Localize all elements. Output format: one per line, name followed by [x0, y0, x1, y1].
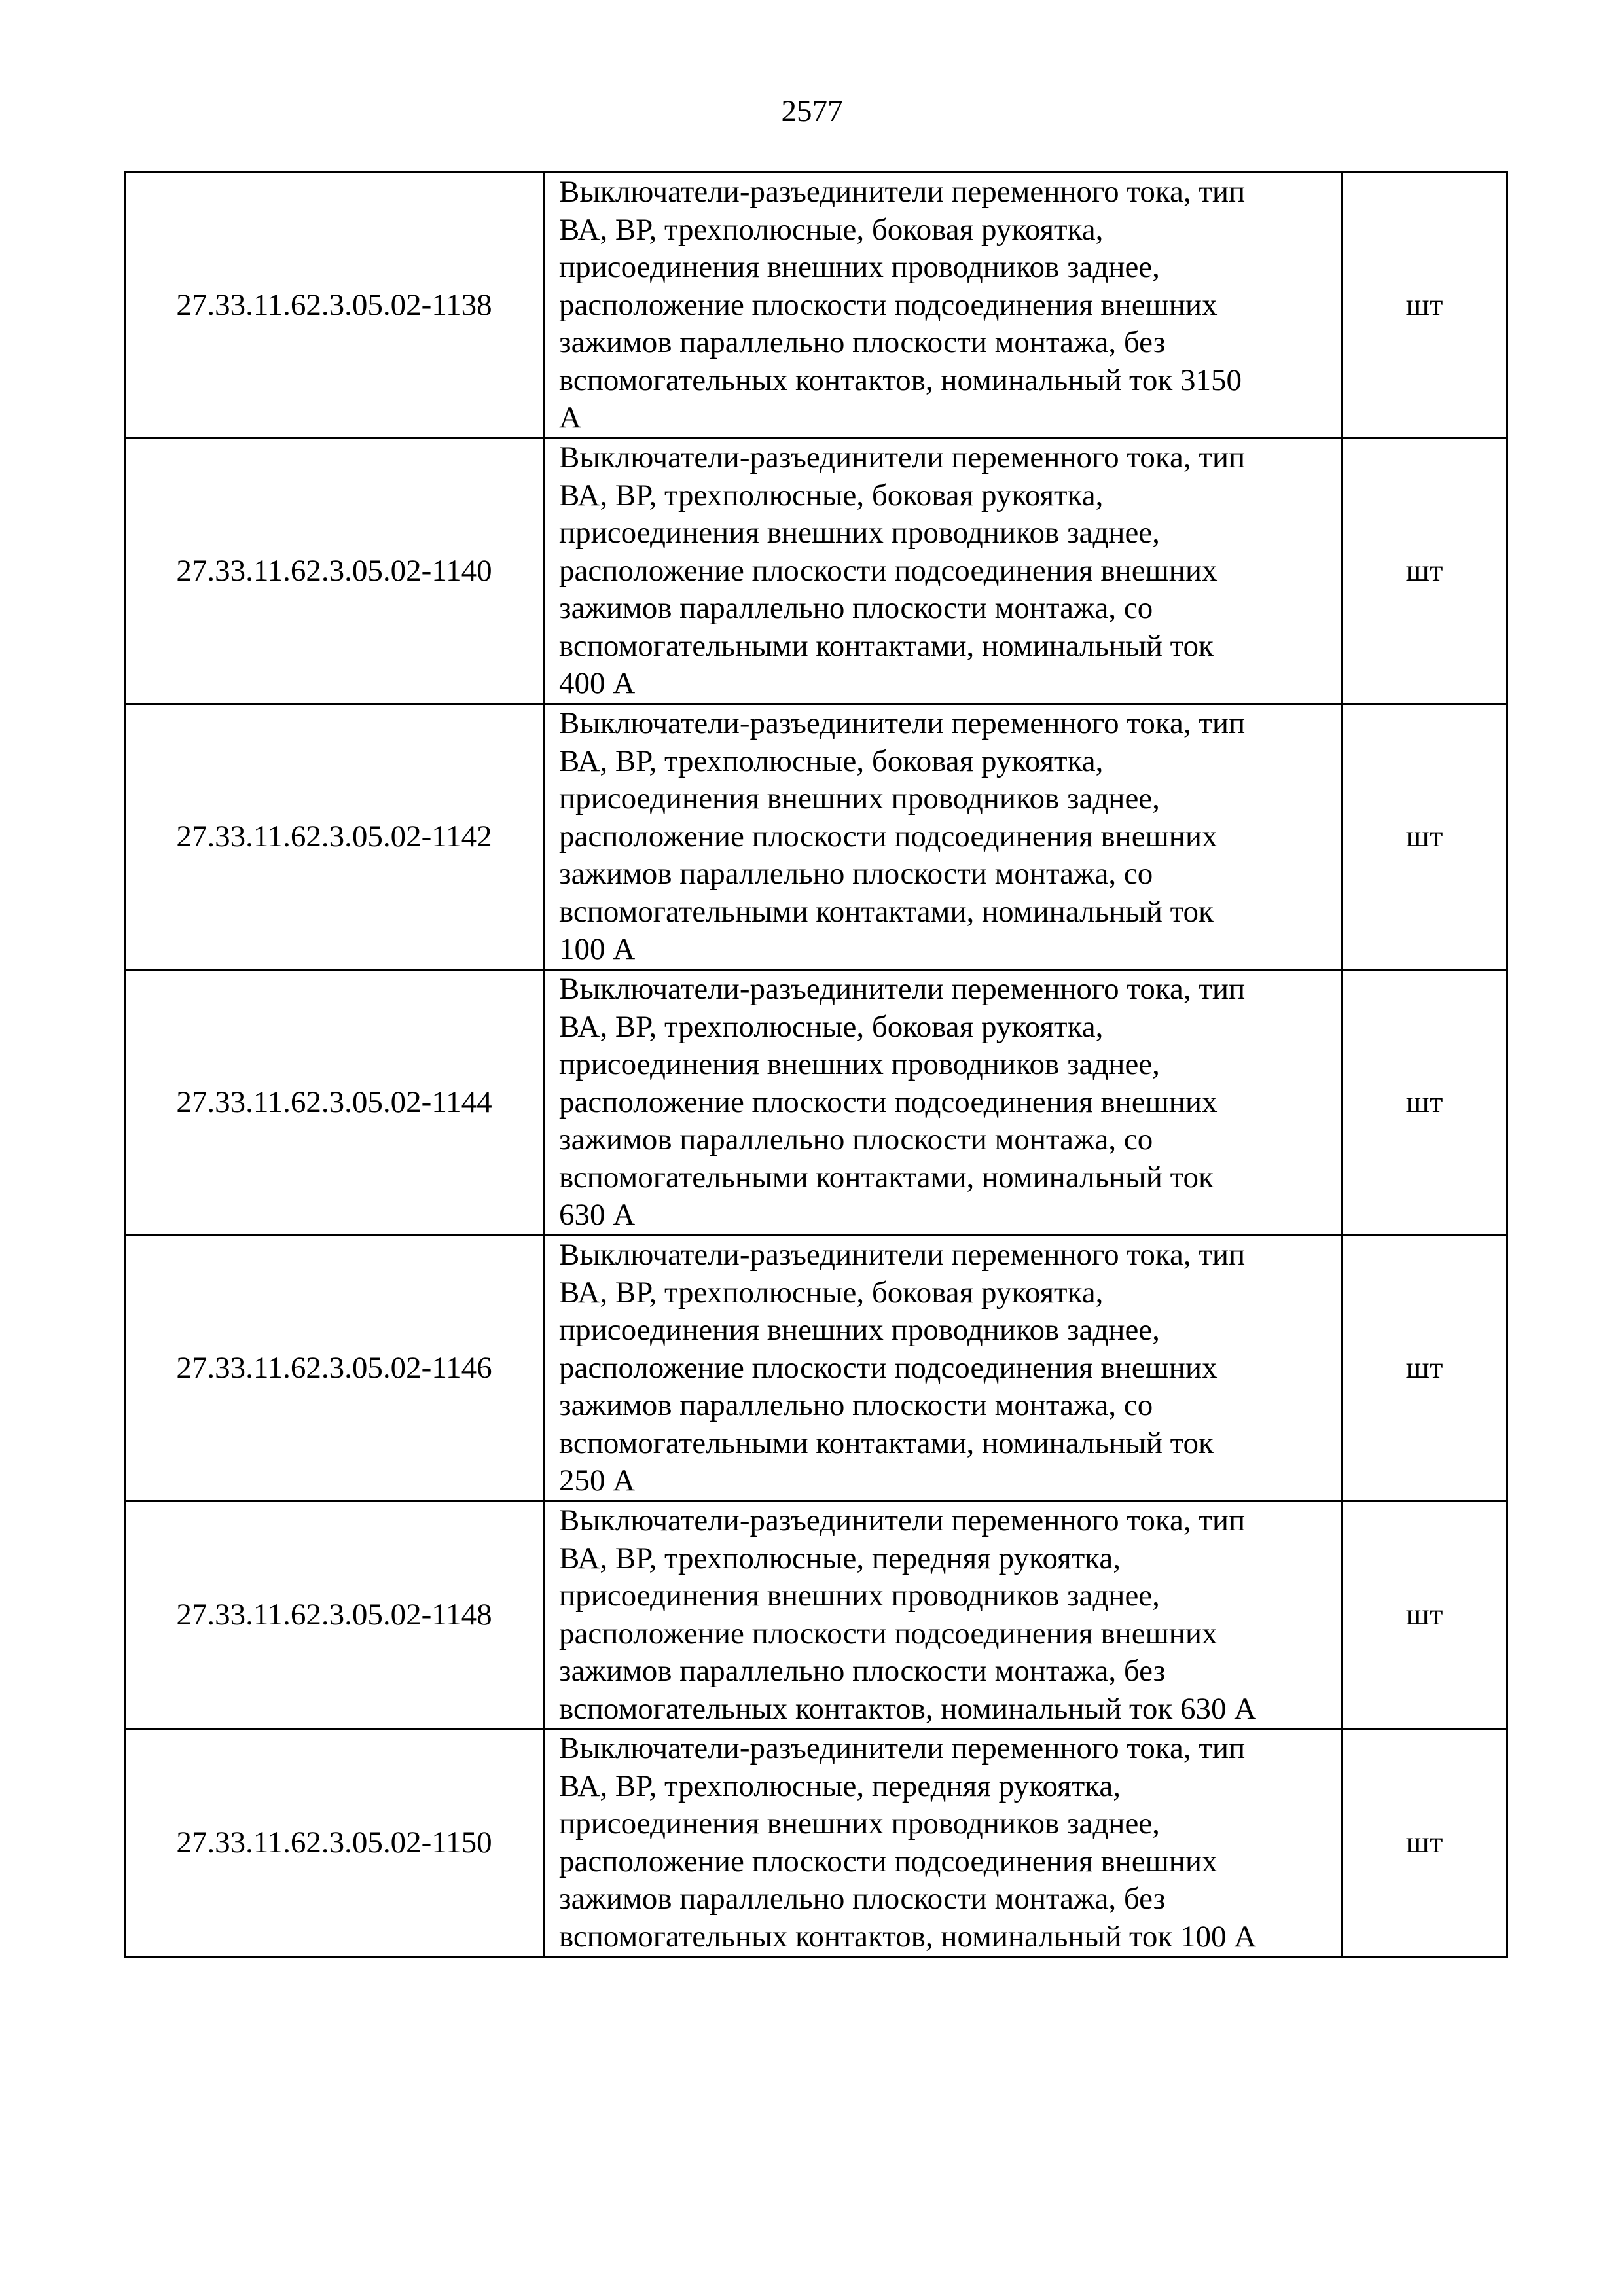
item-code: 27.33.11.62.3.05.02-1142 [125, 704, 544, 970]
item-description [544, 173, 1342, 439]
description-line: ВА, ВР, трехполюсные, боковая рукоятка, [559, 1275, 1104, 1310]
description-line: расположение плоскости подсоединения внешних [559, 1616, 1218, 1651]
item-code: 27.33.11.62.3.05.02-1148 [125, 1501, 544, 1729]
item-code: 27.33.11.62.3.05.02-1138 [125, 173, 544, 439]
table-row [125, 1729, 1507, 1957]
description-line: Выключатели-разъединители переменного тока, тип [559, 1503, 1246, 1537]
description-line: Выключатели-разъединители переменного тока, тип [559, 1238, 1246, 1272]
item-unit: шт [1342, 970, 1507, 1236]
description-line: 630 А [559, 1198, 636, 1232]
item-description [544, 1729, 1342, 1957]
table-row [125, 970, 1507, 1236]
description-line: зажимов параллельно плоскости монтажа, со [559, 857, 1153, 891]
table-row [125, 173, 1507, 439]
item-unit: шт [1342, 173, 1507, 439]
table-row [125, 704, 1507, 970]
description-line: ВА, ВР, трехполюсные, боковая рукоятка, [559, 212, 1104, 247]
description-line: 400 А [559, 666, 636, 701]
description-line: ВА, ВР, трехполюсные, передняя рукоятка, [559, 1768, 1121, 1803]
table-row [125, 1236, 1507, 1501]
item-description [544, 1501, 1342, 1729]
description-line: ВА, ВР, трехполюсные, боковая рукоятка, [559, 1009, 1104, 1044]
description-line: вспомогательных контактов, номинальный ток 630 А [559, 1691, 1257, 1726]
description-line: ВА, ВР, трехполюсные, боковая рукоятка, [559, 478, 1104, 512]
description-line: вспомогательными контактами, номинальный ток [559, 1160, 1214, 1194]
item-description [544, 439, 1342, 704]
item-code: 27.33.11.62.3.05.02-1144 [125, 970, 544, 1236]
description-line: расположение плоскости подсоединения внешних [559, 1844, 1218, 1878]
description-line: присоединения внешних проводников заднее, [559, 250, 1160, 285]
item-description [544, 704, 1342, 970]
description-line: расположение плоскости подсоединения внешних [559, 287, 1218, 322]
description-line: зажимов параллельно плоскости монтажа, со [559, 591, 1153, 626]
table-row [125, 1501, 1507, 1729]
items-table-body [125, 173, 1507, 1957]
description-line: присоединения внешних проводников заднее, [559, 1579, 1160, 1613]
description-line: Выключатели-разъединители переменного тока, тип [559, 440, 1246, 475]
page-number: 2577 [781, 94, 843, 128]
table-row [125, 439, 1507, 704]
description-line: зажимов параллельно плоскости монтажа, без [559, 1654, 1166, 1688]
description-line: вспомогательных контактов, номинальный ток 3150 [559, 363, 1242, 397]
description-line: ВА, ВР, трехполюсные, передняя рукоятка, [559, 1541, 1121, 1575]
item-unit: шт [1342, 439, 1507, 704]
description-line: расположение плоскости подсоединения внешних [559, 1350, 1218, 1385]
description-line: ВА, ВР, трехполюсные, боковая рукоятка, [559, 744, 1104, 778]
description-line: Выключатели-разъединители переменного тока, тип [559, 1731, 1246, 1765]
item-code: 27.33.11.62.3.05.02-1146 [125, 1236, 544, 1501]
description-line: расположение плоскости подсоединения внешних [559, 819, 1218, 853]
description-line: вспомогательными контактами, номинальный ток [559, 1426, 1214, 1460]
description-line: Выключатели-разъединители переменного тока, тип [559, 972, 1246, 1007]
description-line: зажимов параллельно плоскости монтажа, со [559, 1388, 1153, 1423]
description-line: вспомогательных контактов, номинальный ток 100 А [559, 1919, 1257, 1954]
description-line: вспомогательными контактами, номинальный ток [559, 894, 1214, 929]
item-code: 27.33.11.62.3.05.02-1140 [125, 439, 544, 704]
item-unit: шт [1342, 1501, 1507, 1729]
items-table [124, 171, 1508, 1958]
description-line: присоединения внешних проводников заднее, [559, 516, 1160, 550]
description-line: расположение плоскости подсоединения внешних [559, 553, 1218, 588]
item-description [544, 970, 1342, 1236]
description-line: расположение плоскости подсоединения внешних [559, 1085, 1218, 1119]
description-line: зажимов параллельно плоскости монтажа, без [559, 1882, 1166, 1916]
item-unit: шт [1342, 1729, 1507, 1957]
item-code: 27.33.11.62.3.05.02-1150 [125, 1729, 544, 1957]
description-line: А [559, 401, 581, 435]
description-line: присоединения внешних проводников заднее, [559, 1047, 1160, 1082]
description-line: 100 А [559, 932, 636, 967]
item-unit: шт [1342, 1236, 1507, 1501]
item-description [544, 1236, 1342, 1501]
description-line: вспомогательными контактами, номинальный ток [559, 628, 1214, 663]
description-line: присоединения внешних проводников заднее, [559, 1806, 1160, 1840]
description-line: присоединения внешних проводников заднее, [559, 781, 1160, 816]
description-line: зажимов параллельно плоскости монтажа, со [559, 1122, 1153, 1157]
item-unit: шт [1342, 704, 1507, 970]
description-line: присоединения внешних проводников заднее, [559, 1313, 1160, 1348]
description-line: Выключатели-разъединители переменного тока, тип [559, 706, 1246, 741]
description-line: зажимов параллельно плоскости монтажа, без [559, 325, 1166, 360]
description-line: 250 А [559, 1463, 636, 1498]
description-line: Выключатели-разъединители переменного тока, тип [559, 175, 1246, 209]
